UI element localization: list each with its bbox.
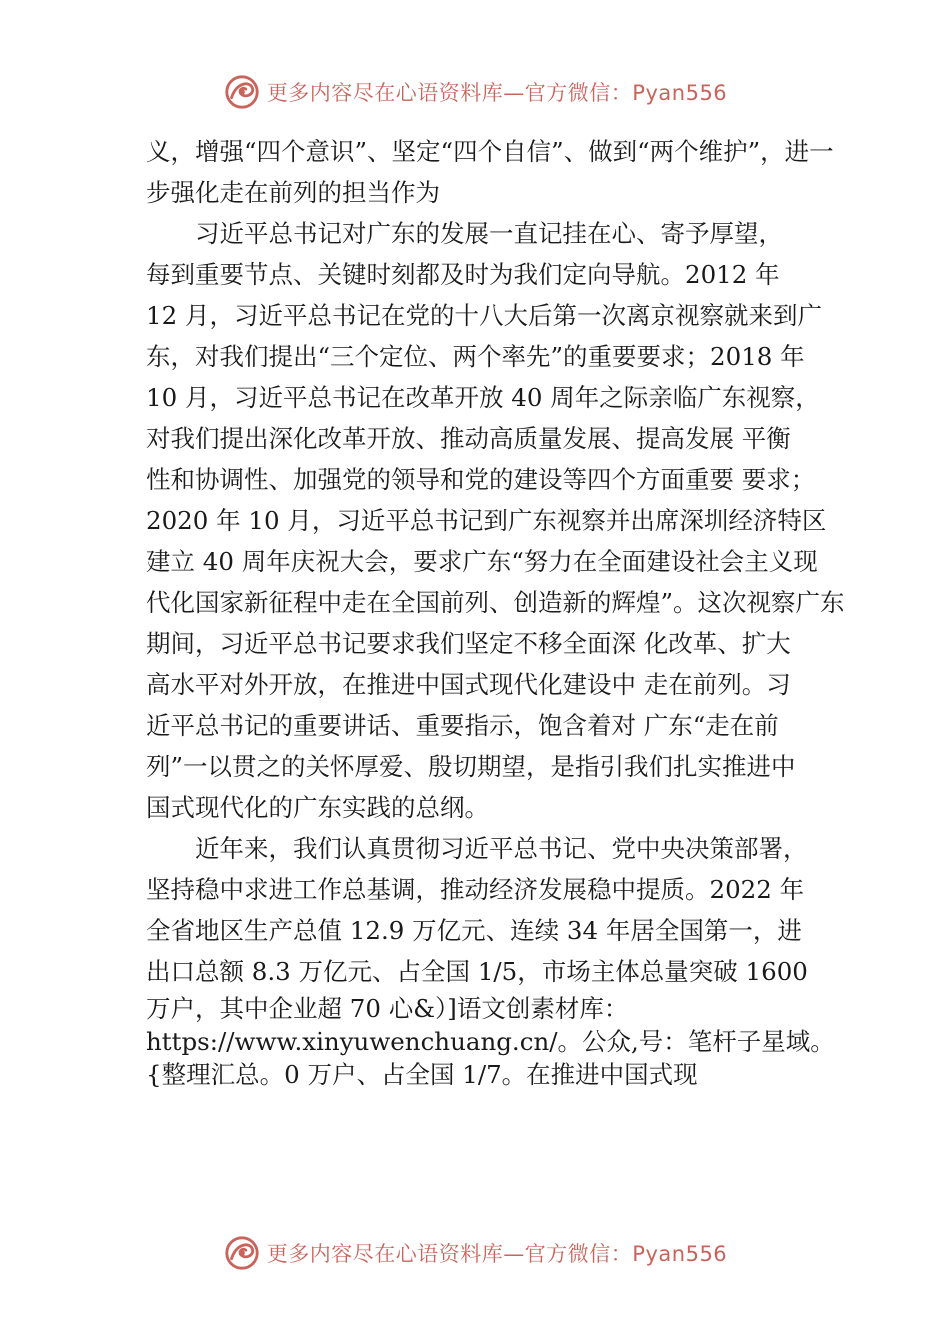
body-line: 代化国家新征程中走在全国前列、创造新的辉煌”。这次视察广东 (146, 588, 845, 617)
body-line: 2020 年 10 月，习近平总书记到广东视察并出席深圳经济特区 (146, 506, 827, 535)
body-line: 步强化走在前列的担当作为 (146, 178, 440, 207)
body-line: 近年来，我们认真贯彻习近平总书记、党中央决策部署， (146, 834, 808, 863)
body-line: 10 月，习近平总书记在改革开放 40 周年之际亲临广东视察， (146, 383, 820, 412)
body-line: 期间，习近平总书记要求我们坚定不移全面深 化改革、扩大 (146, 629, 791, 658)
body-line: 近平总书记的重要讲话、重要指示，饱含着对 广东“走在前 (146, 711, 779, 740)
watermark-text: 更多内容尽在心语资料库—官方微信：Pyan556 (266, 1242, 728, 1266)
body-line: 全省地区生产总值 12.9 万亿元、连续 34 年居全国第一，进 (146, 916, 802, 945)
body-line: 对我们提出深化改革开放、推动高质量发展、提高发展 平衡 (146, 424, 791, 453)
body-line: 性和协调性、加强党的领导和党的建设等四个方面重要 要求； (146, 465, 816, 494)
coiled-seal-icon (223, 73, 261, 111)
body-line: 义，增强“四个意识”、坚定“四个自信”、做到“两个维护”，进一 (146, 137, 834, 166)
body-line: 每到重要节点、关键时刻都及时为我们定向导航。2012 年 (146, 260, 780, 289)
watermark-banner-bottom (0, 1231, 950, 1275)
body-line: 习近平总书记对广东的发展一直记挂在心、寄予厚望， (146, 219, 783, 248)
body-line: 出口总额 8.3 万亿元、占全国 1/5，市场主体总量突破 1600 (146, 957, 808, 986)
body-line: 建立 40 周年庆祝大会，要求广东“努力在全面建设社会主义现 (146, 547, 818, 576)
body-line: 高水平对外开放，在推进中国式现代化建设中 走在前列。习 (146, 670, 791, 699)
coiled-seal-icon (223, 1234, 261, 1272)
body-line: 12 月，习近平总书记在党的十八大后第一次离京视察就来到广 (146, 301, 822, 330)
body-line: 坚持稳中求进工作总基调，推动经济发展稳中提质。2022 年 (146, 875, 805, 904)
body-line: 万户，其中企业超 70 心&）]语文创素材库： (146, 994, 629, 1023)
watermark-banner-top (0, 70, 950, 114)
watermark-text: 更多内容尽在心语资料库—官方微信：Pyan556 (266, 81, 728, 105)
body-line: 国式现代化的广东实践的总纲。 (146, 793, 489, 822)
body-line: https://www.xinyuwenchuang.cn/。公众,号：笔杆子星域。 (146, 1027, 835, 1056)
document-body (146, 131, 845, 1091)
body-line: {整理汇总。0 万户、占全国 1/7。在推进中国式现 (146, 1060, 698, 1089)
body-line: 东，对我们提出“三个定位、两个率先”的重要要求；2018 年 (146, 342, 805, 371)
body-line: 列”一以贯之的关怀厚爱、殷切期望，是指引我们扎实推进中 (146, 752, 796, 781)
